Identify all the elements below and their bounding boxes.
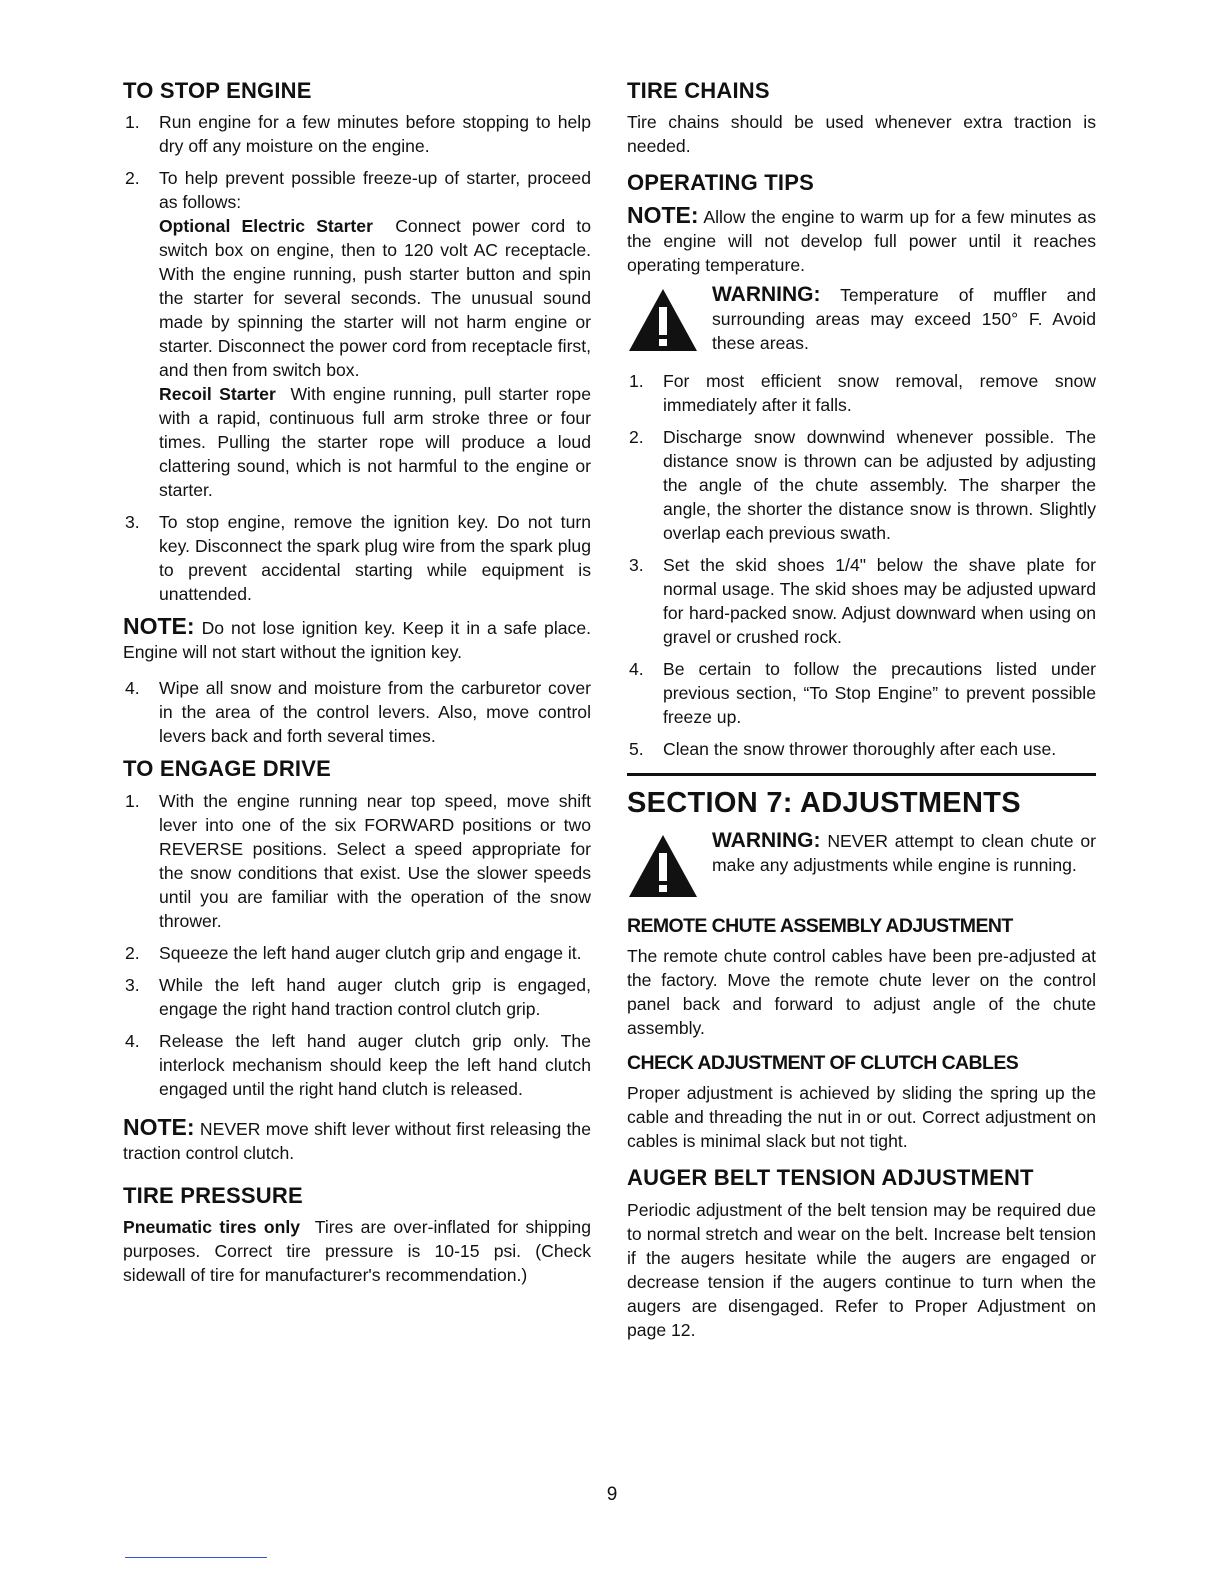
list-item: 3. To stop engine, remove the ignition key. Do not turn key. Disconnect the spark plug wire from the spark plug to prevent accidental starting while equipment is unattended. bbox=[125, 512, 591, 605]
section-7-heading: SECTION 7: ADJUSTMENTS bbox=[627, 786, 1021, 819]
operating-tips-list bbox=[627, 369, 1096, 761]
tire-chains-paragraph: Tire chains should be used whenever extra traction is needed. bbox=[627, 112, 1096, 157]
list-item: 2. To help prevent possible freeze-up of starter, proceed as follows: Optional Electric Starter Connect power cord to switch box on engine, then to 120 volt AC receptacle. With the engine running, push starter button and spin the starter for several seconds. The unusual sound made by spinning the starter will not harm engine or starter. Disconnect the power cord from receptacle first, and then from switch box. Recoil Starter With engine running, pull starter rope with a rapid, continuous full arm stroke three or four times. Pulling the starter rope will produce a loud clattering sound, which is not harmful to the engine or starter. bbox=[125, 168, 591, 501]
list-item: 4. Release the left hand auger clutch grip only. The interlock mechanism should keep the left hand clutch engaged until the right hand clutch is released. bbox=[125, 1030, 591, 1099]
warning-muffler: WARNING: Temperature of muffler and surrounding areas may exceed 150° F. Avoid these areas. bbox=[627, 283, 1096, 355]
tire-pressure-heading: TIRE PRESSURE bbox=[123, 1182, 303, 1208]
list-item: 1. With the engine running near top speed, move shift lever into one of the six FORWARD positions or two REVERSE positions. Select a speed appropriate for the snow conditions that exist. Use the slower speeds until you are familiar with the operation of the snow thrower. bbox=[125, 790, 591, 931]
stop-engine-list bbox=[123, 110, 591, 606]
clutch-cables-heading: CHECK ADJUSTMENT OF CLUTCH CABLES bbox=[627, 1051, 1019, 1074]
list-item: 2. Discharge snow downwind whenever possible. The distance snow is thrown can be adjusted by adjusting the angle of the chute assembly. The sharper the angle, the shorter the distance snow is thrown. Slightly overlap each previous swath. bbox=[629, 426, 1096, 543]
electric-starter-paragraph: Optional Electric Starter Connect power cord to switch box on engine, then to 120 volt AC receptacle. With the engine running, push starter button and spin the starter for several seconds. The unusual sound made by spinning the starter will not harm engine or starter. Disconnect the power cord from receptacle first, and then from switch box. bbox=[159, 216, 591, 381]
note-warm-up: NOTE: Allow the engine to warm up for a few minutes as the engine will not develop full power until it reaches operating temperature. bbox=[627, 201, 1096, 275]
warning-engine-running: WARNING: NEVER attempt to clean chute or make any adjustments while engine is running. bbox=[627, 829, 1096, 901]
footer-line bbox=[125, 1557, 267, 1558]
to-engage-drive-heading: TO ENGAGE DRIVE bbox=[123, 756, 331, 782]
list-item: 5. Clean the snow thrower thoroughly after each use. bbox=[629, 738, 1057, 759]
list-item: 4. Wipe all snow and moisture from the carburetor cover in the area of the control levers. Also, move control levers back and forth several times. bbox=[125, 678, 591, 747]
to-stop-engine-heading: TO STOP ENGINE bbox=[123, 78, 312, 103]
auger-belt-paragraph: Periodic adjustment of the belt tension may be required due to normal stretch and wear on the belt. Increase belt tension if the augers hesitate while the augers are engaged or decrease tension if the augers continue to turn when the augers are disengaged. Refer to Proper Adjustment on page 12. bbox=[627, 1199, 1096, 1340]
list-item: 2. Squeeze the left hand auger clutch grip and engage it. bbox=[125, 942, 582, 963]
stop-engine-list-continued bbox=[123, 676, 591, 748]
list-item: 3. Set the skid shoes 1/4" below the shave plate for normal usage. The skid shoes may be adjusted upward for hard-packed snow. Adjust downward when using on gravel or crushed rock. bbox=[629, 554, 1096, 647]
auger-belt-heading: AUGER BELT TENSION ADJUSTMENT bbox=[627, 1165, 1034, 1191]
clutch-cables-paragraph: Proper adjustment is achieved by sliding the spring up the cable and threading the nut in or out. Correct adjustment on cables is minimal slack but not tight. bbox=[627, 1083, 1096, 1152]
list-item: 4. Be certain to follow the precautions listed under previous section, “To Stop Engine” to prevent possible freeze up. bbox=[629, 658, 1096, 727]
left-column bbox=[123, 78, 591, 1287]
section-divider bbox=[627, 773, 1096, 776]
tire-pressure-paragraph: Pneumatic tires only Tires are over-inflated for shipping purposes. Correct tire pressure is 10-15 psi. (Check sidewall of tire for manufacturer's recommendation.) bbox=[123, 1217, 591, 1286]
list-item: 1. Run engine for a few minutes before stopping to help dry off any moisture on the engine. bbox=[125, 112, 591, 157]
remote-chute-heading: REMOTE CHUTE ASSEMBLY ADJUSTMENT bbox=[627, 914, 1013, 937]
right-column bbox=[627, 78, 1096, 1342]
list-item: 1. For most efficient snow removal, remove snow immediately after it falls. bbox=[629, 370, 1096, 415]
page-number: 9 bbox=[606, 1484, 618, 1505]
warning-triangle-icon bbox=[627, 833, 699, 899]
tire-chains-heading: TIRE CHAINS bbox=[627, 78, 770, 103]
operating-tips-heading: OPERATING TIPS bbox=[627, 170, 814, 196]
note-shift-lever: NOTE: NEVER move shift lever without first releasing the traction control clutch. bbox=[123, 1113, 591, 1163]
list-item: 3. While the left hand auger clutch grip is engaged, engage the right hand traction control clutch grip. bbox=[125, 974, 591, 1019]
engage-drive-list bbox=[123, 789, 591, 1101]
warning-triangle-icon bbox=[627, 287, 699, 353]
recoil-starter-paragraph: Recoil Starter With engine running, pull starter rope with a rapid, continuous full arm stroke three or four times. Pulling the starter rope will produce a loud clattering sound, which is not harmful to the engine or starter. bbox=[159, 384, 591, 501]
note-ignition-key: NOTE: Do not lose ignition key. Keep it in a safe place. Engine will not start without the ignition key. bbox=[123, 613, 591, 663]
remote-chute-paragraph: The remote chute control cables have been pre-adjusted at the factory. Move the remote chute lever on the control panel back and forward to adjust angle of the chute assembly. bbox=[627, 945, 1096, 1038]
